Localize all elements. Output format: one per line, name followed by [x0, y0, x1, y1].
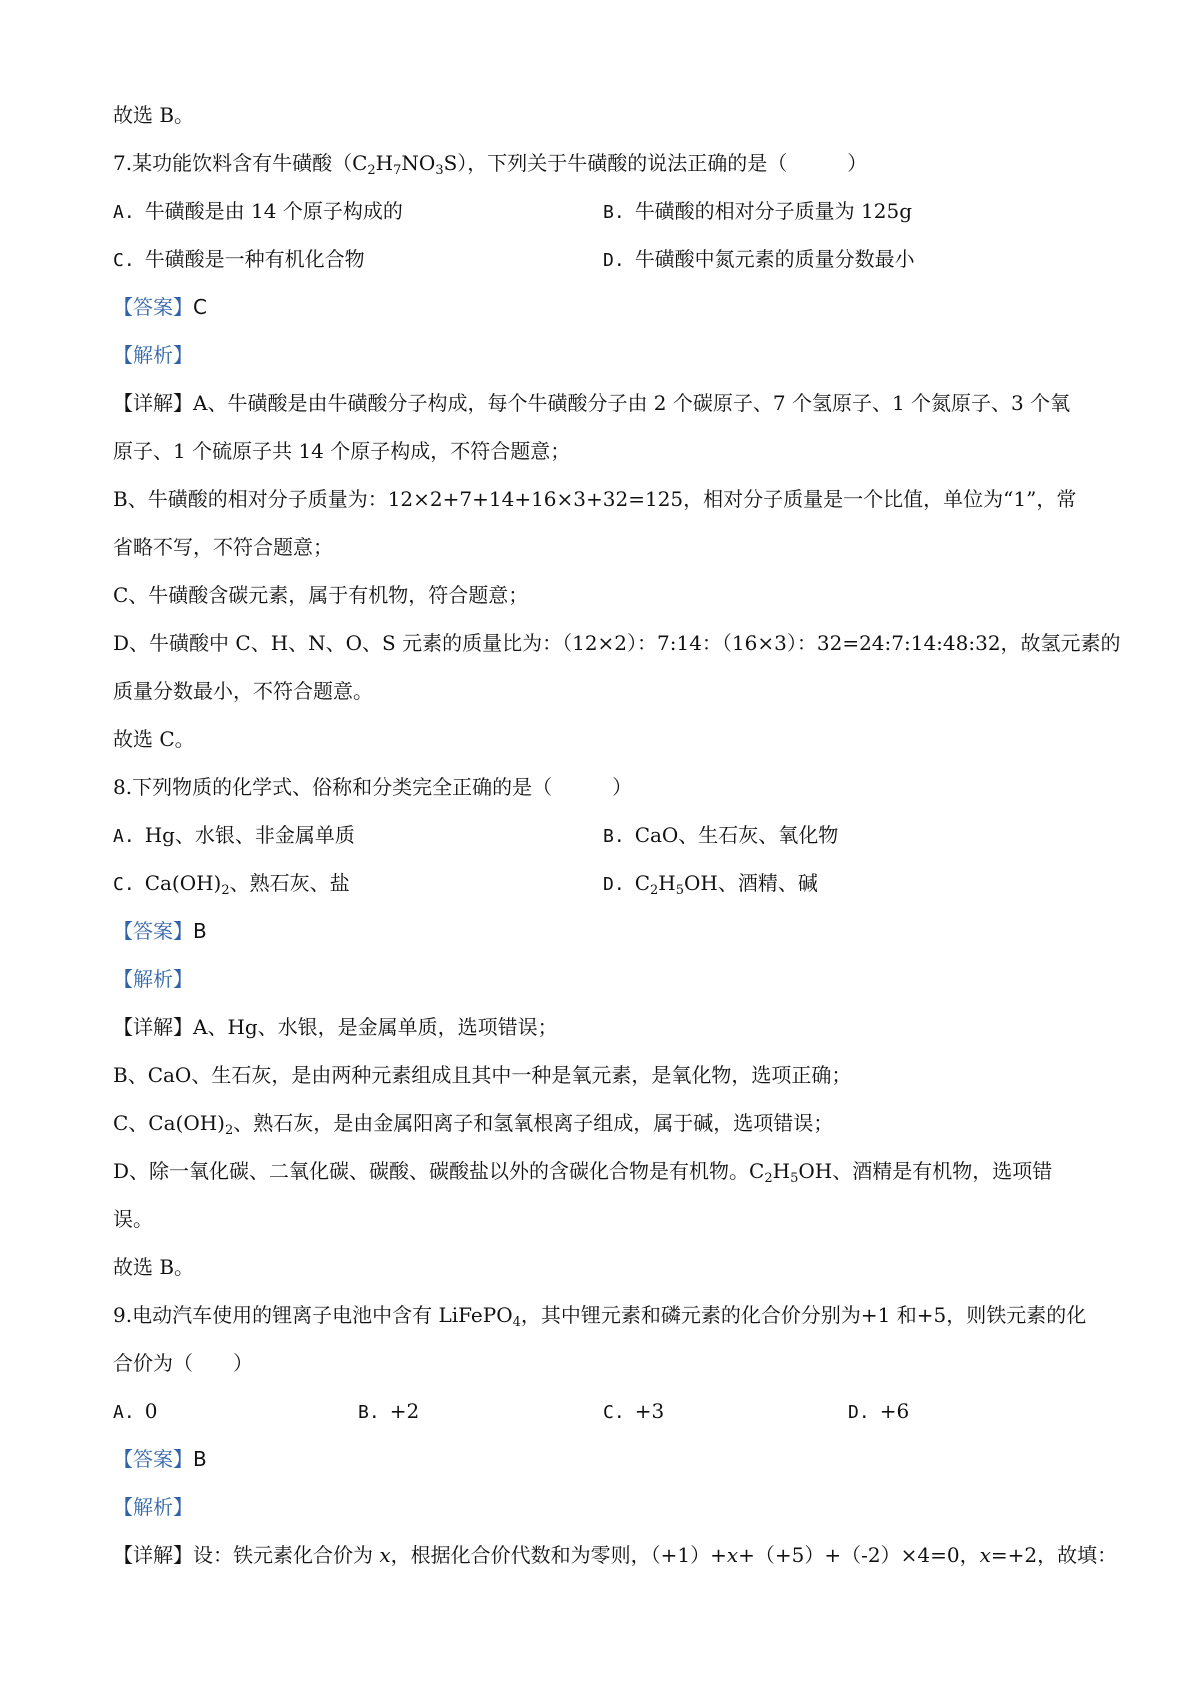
detail-sub: 2 — [224, 1123, 234, 1138]
q7-detail-3: B、牛磺酸的相对分子质量为：12×2+7+14+16×3+32=125，相对分子质量是一个比值，单位为“1”，常 — [113, 487, 1077, 511]
q8-option-a: A. Hg、水银、非金属单质 — [113, 823, 355, 847]
q9-option-d: D. +6 — [848, 1399, 910, 1423]
detail-text: H — [772, 1159, 791, 1183]
q7-stem-pre: 7.某功能饮料含有牛磺酸（C — [113, 151, 368, 175]
q8-option-d-sub: 2 — [650, 883, 659, 898]
q7-stem-post: ），下列关于牛磺酸的说法正确的是（ ） — [457, 151, 868, 175]
q8-option-d-text: C — [634, 871, 650, 895]
detail-text: OH、酒精是有机物，选项错 — [798, 1159, 1053, 1183]
q9-option-c: C. +3 — [603, 1399, 665, 1423]
detail-text: 、熟石灰，是由金属阳离子和氢氧根离子组成，属于碱，选项错误； — [233, 1111, 834, 1135]
q8-detail-b: B、CaO、生石灰，是由两种元素组成且其中一种是氧元素，是氧化物，选项正确； — [113, 1063, 852, 1087]
detail-label: 【详解】 — [113, 1015, 193, 1039]
q7-answer — [113, 292, 1100, 322]
answer-label: 【答案】 — [113, 919, 193, 943]
answer-label: 【答案】 — [113, 1447, 193, 1471]
q8-analysis — [113, 964, 1100, 994]
q8-option-a-text: Hg、水银、非金属单质 — [144, 823, 355, 847]
q6-conclusion: 故选 B。 — [113, 103, 195, 127]
q8-option-b-text: CaO、生石灰、氧化物 — [634, 823, 839, 847]
q8-option-d-text-post: OH、酒精、碱 — [684, 871, 818, 895]
q7-option-d: D. 牛磺酸中氮元素的质量分数最小 — [603, 247, 915, 271]
q8-detail-c — [113, 1108, 1100, 1138]
detail-text: ，根据化合价代数和为零则，（+1）+ — [390, 1543, 727, 1567]
q7-option-d-text: 牛磺酸中氮元素的质量分数最小 — [634, 247, 915, 271]
q9-stem — [113, 1300, 1100, 1330]
q8-stem: 8.下列物质的化学式、俗称和分类完全正确的是（ ） — [113, 775, 633, 799]
variable-x: x — [979, 1543, 991, 1567]
detail-text: 设：铁元素化合价为 — [193, 1543, 380, 1567]
q7-formula-text: H — [375, 151, 394, 175]
q7-formula-text: S — [443, 151, 458, 175]
q7-option-c-text: 牛磺酸是一种有机化合物 — [144, 247, 365, 271]
detail-text: D、除一氧化碳、二氧化碳、碳酸、碳酸盐以外的含碳化合物是有机物。C — [113, 1159, 765, 1183]
q7-detail-7: 质量分数最小，不符合题意。 — [113, 679, 373, 703]
detail-sub: 2 — [764, 1171, 773, 1186]
q7-formula-sub: 7 — [393, 163, 402, 178]
q8-option-c: C. $Ca(OH)_2$、熟石灰、盐 — [113, 871, 350, 898]
analysis-label: 【解析】 — [113, 1495, 193, 1519]
q9-option-b: B. +2 — [358, 1399, 420, 1423]
answer-value: B — [193, 919, 207, 943]
q8-option-c-text-post: 、熟石灰、盐 — [229, 871, 350, 895]
detail-text: A、牛磺酸是由牛磺酸分子构成，每个牛磺酸分子由 2 个碳原子、7 个氢原子、1 个氮原子、3 个氧 — [193, 391, 1071, 415]
q8-answer — [113, 916, 1100, 946]
q7-detail-5: C、牛磺酸含碳元素，属于有机物，符合题意； — [113, 583, 529, 607]
answer-label: 【答案】 — [113, 295, 193, 319]
q9-stem-sub: 4 — [512, 1315, 521, 1330]
q7-option-a: A. 牛磺酸是由 14 个原子构成的 — [113, 199, 403, 223]
q9-answer — [113, 1444, 1100, 1474]
q9-option-a: A. 0 — [113, 1399, 158, 1423]
q7-option-c: C. 牛磺酸是一种有机化合物 — [113, 247, 365, 271]
q7-option-b: B. 牛磺酸的相对分子质量为 125g — [603, 199, 913, 223]
detail-label: 【详解】 — [113, 391, 193, 415]
detail-text: =+2，故填： — [990, 1543, 1118, 1567]
q7-detail-1 — [113, 388, 1100, 418]
q7-stem — [113, 148, 1100, 178]
q9-option-c-text: +3 — [634, 1399, 665, 1423]
q9-option-a-text: 0 — [144, 1399, 158, 1423]
q8-detail-d — [113, 1156, 1100, 1186]
detail-label: 【详解】 — [113, 1543, 193, 1567]
q7-detail-4: 省略不写，不符合题意； — [113, 535, 333, 559]
detail-sub: 5 — [790, 1171, 799, 1186]
q7-option-a-text: 牛磺酸是由 14 个原子构成的 — [144, 199, 403, 223]
q9-stem-cont: 合价为（ ） — [113, 1351, 253, 1375]
q7-option-b-text: 牛磺酸的相对分子质量为 125g — [634, 199, 913, 223]
q9-stem-pre: 9.电动汽车使用的锂离子电池中含有 LiFePO — [113, 1303, 513, 1327]
q9-analysis — [113, 1492, 1100, 1522]
q9-detail — [113, 1540, 1118, 1570]
q7-formula-text: NO — [401, 151, 436, 175]
variable-x: x — [379, 1543, 391, 1567]
q7-analysis — [113, 340, 1100, 370]
q8-detail-a — [113, 1012, 1100, 1042]
q8-conclusion: 故选 B。 — [113, 1255, 195, 1279]
q8-detail-d-cont: 误。 — [113, 1207, 153, 1231]
q7-detail-6: D、牛磺酸中 C、H、N、O、S 元素的质量比为：（12×2）：7:14：（16×3）：32=24:7:14:48:32，故氢元素的 — [113, 631, 1121, 655]
detail-text: A、Hg、水银，是金属单质，选项错误； — [193, 1015, 558, 1039]
q9-option-d-text: +6 — [879, 1399, 910, 1423]
q9-stem-post: ，其中锂元素和磷元素的化合价分别为+1 和+5，则铁元素的化 — [520, 1303, 1087, 1327]
variable-x: x — [726, 1543, 739, 1567]
q8-option-d-sub: 5 — [675, 883, 685, 898]
q8-option-c-sub: 2 — [221, 883, 230, 898]
q7-formula-sub: 3 — [435, 163, 444, 178]
q8-option-d: D. $C_2H_5OH$、酒精、碱 — [603, 871, 818, 898]
q8-option-d-mid: H — [658, 871, 676, 895]
q7-formula-sub: 2 — [367, 163, 376, 178]
analysis-label: 【解析】 — [113, 343, 193, 367]
answer-value: C — [193, 295, 207, 319]
detail-text: +（+5）+（-2）×4=0， — [738, 1543, 980, 1567]
q9-option-b-text: +2 — [389, 1399, 420, 1423]
q7-conclusion: 故选 C。 — [113, 727, 195, 751]
detail-text: C、Ca(OH) — [113, 1111, 225, 1135]
q7-detail-2: 原子、1 个硫原子共 14 个原子构成，不符合题意； — [113, 439, 571, 463]
analysis-label: 【解析】 — [113, 967, 193, 991]
q8-option-c-text: Ca(OH) — [144, 871, 222, 895]
q8-option-b: B. CaO、生石灰、氧化物 — [603, 823, 839, 847]
answer-value: B — [193, 1447, 207, 1471]
